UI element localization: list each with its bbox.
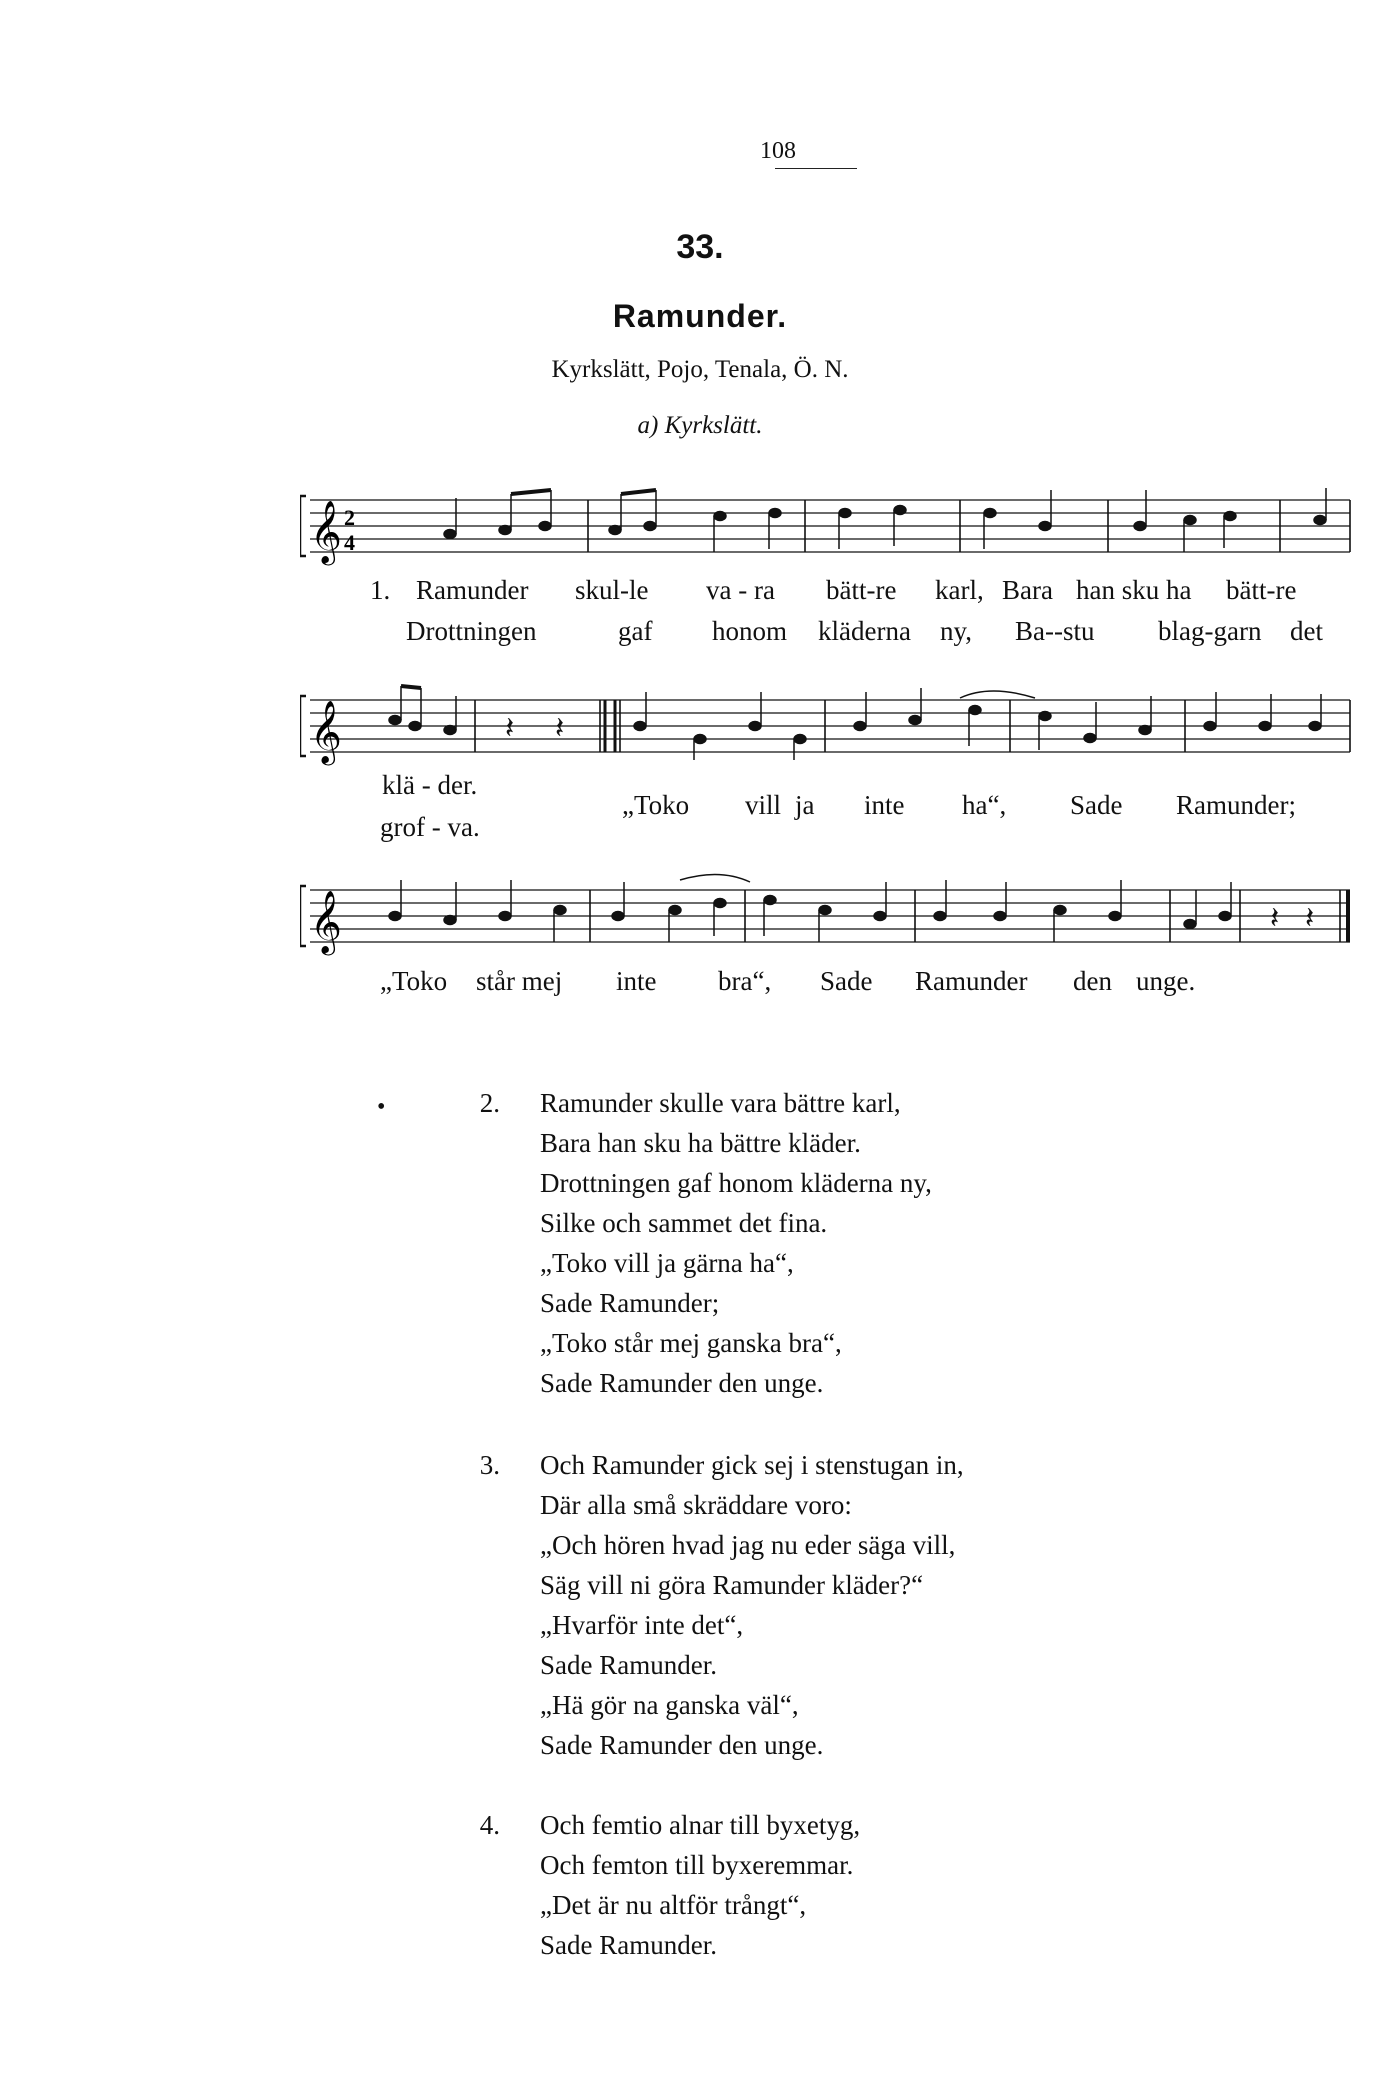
notes-system-2	[389, 686, 1321, 760]
treble-clef-icon: 𝄞	[310, 700, 342, 763]
lyric-s1-l1-2: skul-le	[575, 575, 649, 605]
stanza-line: Och femtio alnar till byxetyg,	[540, 1810, 861, 1840]
song-number: 33.	[676, 228, 724, 266]
svg-text:𝄽: 𝄽	[1270, 902, 1280, 935]
svg-text:𝄽: 𝄽	[1305, 902, 1315, 935]
lyric-s3-l1-3: bra“,	[718, 966, 772, 996]
lyric-s2-l1-6: Sade	[1070, 790, 1123, 820]
stanza-number: 3.	[479, 1450, 500, 1480]
lyric-s3-l1-4: Sade	[820, 966, 873, 996]
lyric-s2-l1-7: Ramunder;	[1176, 790, 1296, 820]
lyric-s1-l2-5: Ba--stu	[1015, 616, 1095, 646]
lyric-s1-l1-6: Bara	[1002, 575, 1053, 605]
stanza-line: Bara han sku ha bättre kläder.	[540, 1128, 861, 1158]
stanza-line: Silke och sammet det fina.	[540, 1208, 828, 1238]
lyric-s3-l1-6: den	[1073, 966, 1112, 996]
lyric-s1-l1-7: han sku ha	[1076, 575, 1192, 605]
lyric-s3-l1-5: Ramunder	[915, 966, 1028, 996]
stanza-line: Sade Ramunder den unge.	[540, 1368, 824, 1398]
treble-clef-icon: 𝄞	[310, 500, 342, 563]
stanza-line: „Det är nu altför trångt“,	[540, 1890, 807, 1920]
song-title: Ramunder.	[612, 298, 788, 334]
time-sig-bottom: 4	[344, 530, 355, 555]
notes-system-3	[389, 874, 1314, 942]
lyric-s1-l2-1: gaf	[618, 616, 653, 646]
lyric-s2-l1-1: „Toko	[622, 790, 690, 820]
lyric-s2-l1-4: inte	[864, 790, 905, 820]
svg-text:𝄽: 𝄽	[555, 712, 565, 745]
stanza-line: Sade Ramunder.	[540, 1650, 717, 1680]
lyric-s3-l1-2: inte	[616, 966, 657, 996]
lyric-s1-l2-0: Drottningen	[406, 616, 537, 646]
lyric-s3-l1-1: står mej	[476, 966, 563, 996]
stanza-4	[540, 1810, 860, 1970]
lyric-s1-l2-4: ny,	[940, 616, 972, 646]
music-staff-3	[300, 870, 1352, 960]
stanza-line: Sade Ramunder den unge.	[540, 1730, 824, 1760]
lyric-s1-l1-4: bätt-re	[826, 575, 897, 605]
stanza-line: Säg vill ni göra Ramunder kläder?“	[540, 1570, 924, 1600]
lyric-s1-l1-8: bätt-re	[1226, 575, 1297, 605]
stanza-line: Sade Ramunder;	[540, 1288, 720, 1318]
notes-system-1	[444, 488, 1326, 552]
stanza-line: „Hä gör na ganska väl“,	[540, 1690, 799, 1720]
lyric-s1-l1-5: karl,	[935, 575, 984, 605]
lyric-s2-l2-0: grof - va.	[380, 812, 480, 842]
time-sig-top: 2	[344, 505, 355, 530]
stanza-line: Där alla små skräddare voro:	[540, 1490, 852, 1520]
stanza-line: Och Ramunder gick sej i stenstugan in,	[540, 1450, 964, 1480]
stanza-number: 4.	[479, 1810, 500, 1840]
margin-dot: •	[377, 1094, 386, 1120]
lyric-s3-l1-0: „Toko	[380, 966, 448, 996]
lyric-s1-l2-2: honom	[712, 616, 788, 646]
lyric-s2-l1-3: ja	[795, 790, 815, 820]
music-staff-2	[300, 680, 1352, 770]
lyric-s2-l1-5: ha“,	[962, 790, 1007, 820]
stanza-line: „Toko vill ja gärna ha“,	[540, 1248, 794, 1278]
lyric-s1-l1-0: 1.	[370, 575, 391, 605]
lyric-s2-l1-0: klä - der.	[382, 770, 478, 800]
song-origin: Kyrkslätt, Pojo, Tenala, Ö. N.	[551, 356, 849, 383]
lyric-s1-l1-3: va - ra	[706, 575, 775, 605]
lyric-s1-l1-1: Ramunder	[416, 575, 529, 605]
stanza-2	[540, 1088, 932, 1408]
stanza-line: „Hvarför inte det“,	[540, 1610, 744, 1640]
stanza-number: 2.	[479, 1088, 500, 1118]
stanza-line: Ramunder skulle vara bättre karl,	[540, 1088, 901, 1118]
stanza-line: Och femton till byxeremmar.	[540, 1850, 854, 1880]
variant-label: a) Kyrkslätt.	[637, 412, 763, 439]
stanza-line: „Och hören hvad jag nu eder säga vill,	[540, 1530, 956, 1560]
page-number-rule	[775, 168, 857, 169]
lyric-s1-l2-6: blag-garn	[1158, 616, 1262, 646]
lyric-s2-l1-2: vill	[745, 790, 782, 820]
stanza-line: Drottningen gaf honom kläderna ny,	[540, 1168, 932, 1198]
svg-text:𝄽: 𝄽	[505, 712, 515, 745]
lyric-s1-l2-3: kläderna	[818, 616, 911, 646]
page-number: 108	[760, 138, 796, 164]
stanza-3	[540, 1450, 964, 1770]
music-staff-1	[300, 480, 1352, 570]
treble-clef-icon: 𝄞	[310, 890, 342, 953]
lyric-s1-l2-7: det	[1290, 616, 1323, 646]
stanza-line: Sade Ramunder.	[540, 1930, 717, 1960]
stanza-line: „Toko står mej ganska bra“,	[540, 1328, 842, 1358]
lyric-s3-l1-7: unge.	[1136, 966, 1196, 996]
